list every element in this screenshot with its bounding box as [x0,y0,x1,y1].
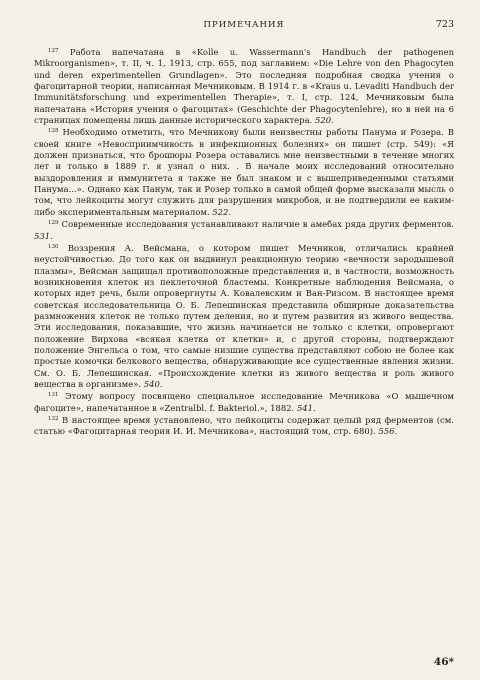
note-129 [34,218,454,242]
notes-section [34,46,454,438]
note-number: 132 [48,416,59,422]
note-128 [34,126,454,218]
note-page-ref: 541. [296,402,316,413]
note-text: Необходимо отметить, что Мечникову были неизвестны работы Панума и Розера. В своей книге «Невосприимчивость в инфекционных болезнях» он пишет (стр. 549): «Я должен признаться, что брошюры Розера оставались мне неизвестными в течение многих лет и только в 1889 г. я узнал о них. . В начале моих исследований относительно выздоровления и иммунитета я также не был знаком и с вышеприведенными статьями Панума...». Однако как Панум, так и Розер только в самой общей форме высказали мысль о том, что лейкоциты могут служить для разрушения микробов, и не подтвердили ее каким-либо экспериментальным материалом. [34,127,455,217]
note-page-ref: 531. [34,230,53,241]
note-130 [34,242,454,390]
note-number: 130 [48,243,59,250]
note-number: 129 [48,220,59,227]
note-page-ref: 522. [212,206,232,217]
note-text: Воззрения А. Вейсмана, о котором пишет Мечников, отличались крайней неустойчивостью. До того как он выдвинул реакционную теорию «вечности зародышевой плазмы», Вейсман защищал противоположные представления и, в частности, возможность возникновения клеток из пеклеточной бластемы. Конкретные наблюдения Вейсмана, о которых идет речь, были опровергнуты А. Ковалевским и Ван-Ризсом. В настоящее время советская исследовательница О. Б. Лепешинская представила обширные доказательства размножения клеток не только путем деления, но и путем развития из живого вещества. Эти исследования, показавшие, что жизнь начинается не только с клетки, опровергают положение Вирхова «всякая клетка от клетки» и, с другой стороны, подтверждают положение Энгельса о том, что самые низшие существа представляют собою не более как простые комочки белкового вещества, обнаруживающие все существенные явления жизни. См. О. Б. Лепешинская. «Происхождение клетки из живого вещества и роль живого вещества в организме». [34,242,454,389]
note-number: 127 [48,48,59,54]
note-text: Этому вопросу посвящено специальное исследование Мечникова «О мышечном фагоците», напечатанное в «Zentralbl. f. Bakteriol.», 1882. [34,391,454,413]
signature-mark: 46* [433,656,454,668]
note-131 [34,390,454,414]
note-text: Современные исследования устанавливают наличие в амебах ряда других ферментов. [61,219,454,230]
note-page-ref: 520. [314,115,334,126]
note-page-ref: 540. [143,378,163,389]
note-text: В настоящее время установлено, что лейкоциты содержат целый ряд ферментов (см. статью «Фагоцитарная теория И. И. Мечникова», настоящий том, стр. 680). [34,415,454,437]
note-page-ref: 556. [378,426,398,437]
page-number: 723 [435,19,454,30]
note-text: Работа напечатана в «Kolle u. Wassermann's Handbuch der pathogenen Mikroorganismen», т. II, ч. 1, 1913, стр. 655, под заглавием: «Die Lehre von den Phagocyten und deren experimentellen Grundlagen». Это последняя подробная сводка учения о фагоцитарной теории, написанная Мечниковым. В 1914 г. в «Kraus u. Levaditi Handbuch der Immunitätsforschung und experimentellen Therapie», т. I, стр. 124, Мечниковым была напечатана «История учения о фагоцитах» (Geschichte der Phagocytenlehre), но в ней на 6 страницах помещены лишь данные исторического характера. [34,47,454,126]
note-number: 131 [48,392,59,399]
note-132 [34,414,454,438]
page-header [34,18,454,34]
note-number: 128 [48,128,59,135]
running-head: ПРИМЕЧАНИЯ [203,20,285,30]
note-127 [34,46,454,126]
